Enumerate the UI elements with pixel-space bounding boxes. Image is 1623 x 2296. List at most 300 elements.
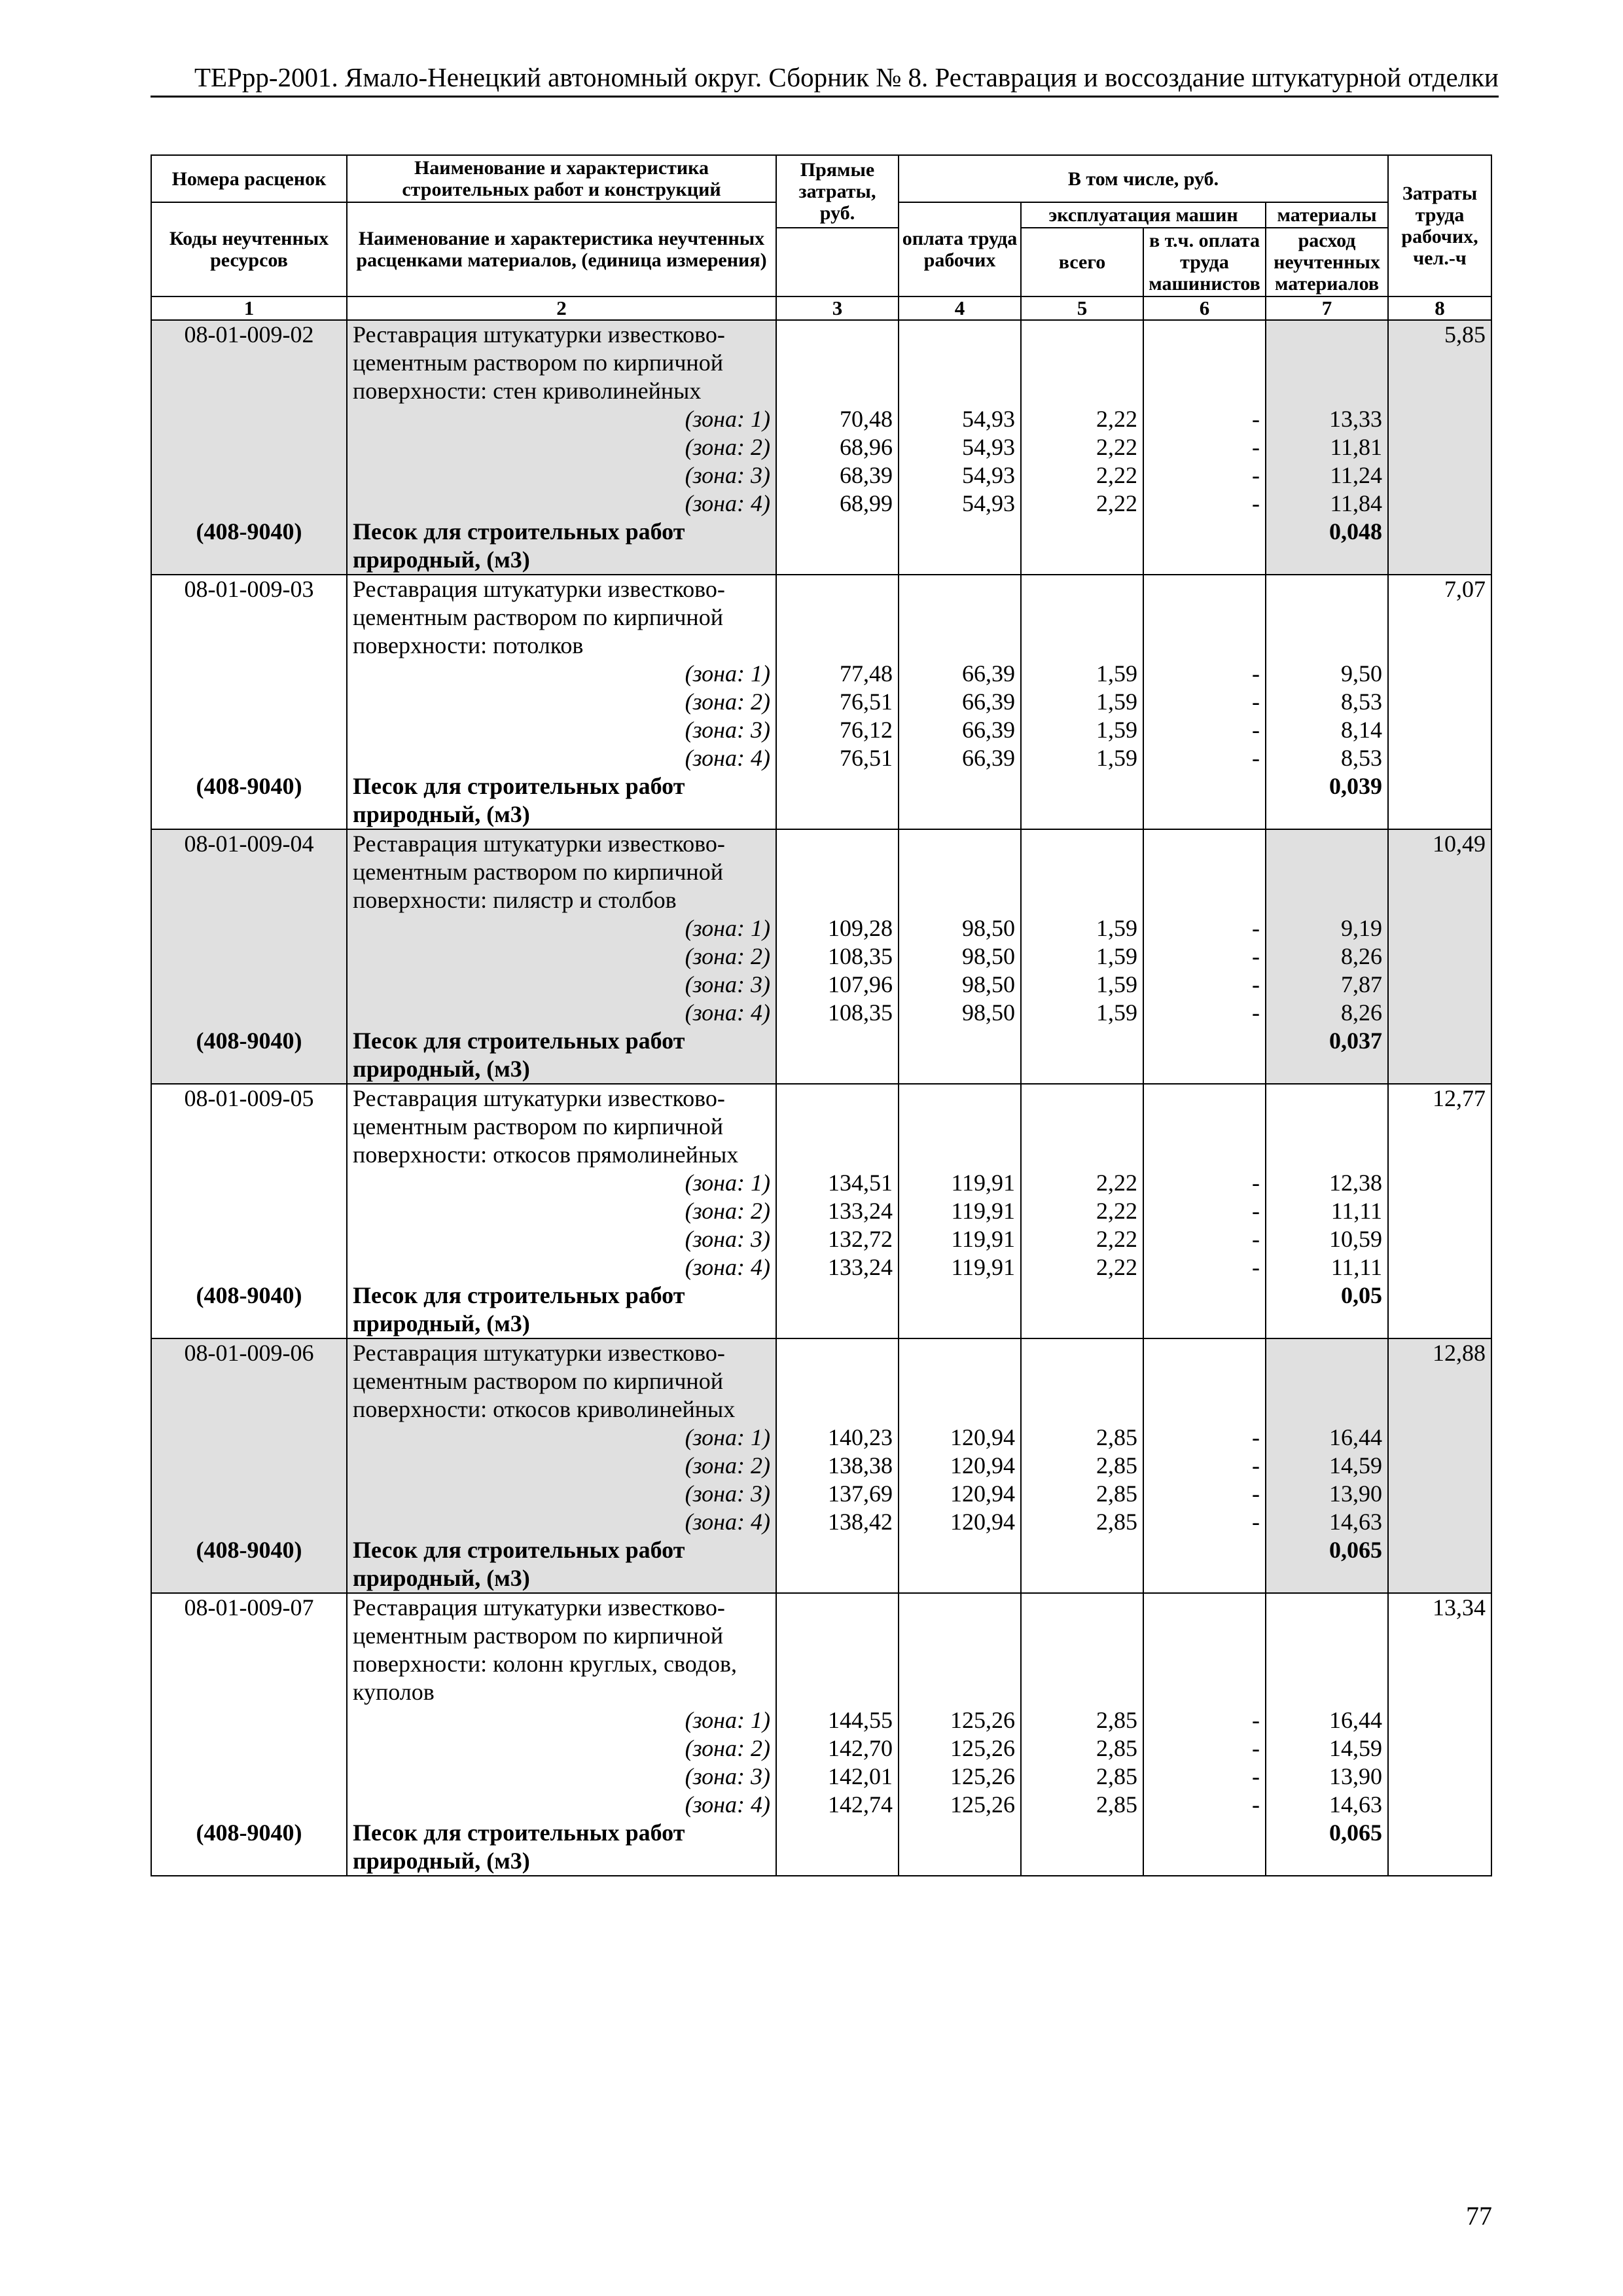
material-quantity: 0,065 xyxy=(1266,1536,1388,1593)
machinist-pay: - xyxy=(1143,433,1266,461)
machinist-pay: - xyxy=(1143,744,1266,772)
zone-label: (зона: 4) xyxy=(347,1253,776,1282)
direct-costs: 108,35 xyxy=(776,942,899,971)
machine-total: 2,22 xyxy=(1021,461,1143,490)
direct-costs: 76,51 xyxy=(776,688,899,716)
material-cost: 13,90 xyxy=(1266,1763,1388,1791)
material-row xyxy=(151,772,1491,829)
material-row xyxy=(151,1282,1491,1338)
empty-cell xyxy=(899,575,1021,660)
zone-row xyxy=(151,971,1491,999)
material-cost: 16,44 xyxy=(1266,1424,1388,1452)
rate-title-row xyxy=(151,1338,1491,1424)
zone-row xyxy=(151,1452,1491,1480)
column-number: 6 xyxy=(1143,296,1266,320)
rate-title-row xyxy=(151,320,1491,405)
zone-label: (зона: 3) xyxy=(347,461,776,490)
rate-table xyxy=(151,154,1492,1876)
empty-cell xyxy=(151,1734,347,1763)
machine-total: 1,59 xyxy=(1021,914,1143,942)
rate-description: Реставрация штукатурки известково-цементным раствором по кирпичной поверхности: колонн круглых, сводов, куполов xyxy=(347,1593,776,1706)
zone-row xyxy=(151,490,1491,518)
empty-cell xyxy=(1388,1452,1491,1480)
column-number: 1 xyxy=(151,296,347,320)
labor-costs: 7,07 xyxy=(1388,575,1491,660)
empty-cell xyxy=(151,405,347,433)
empty-cell xyxy=(151,1253,347,1282)
empty-cell xyxy=(1388,1791,1491,1819)
machine-total: 1,59 xyxy=(1021,999,1143,1027)
rate-code: 08-01-009-07 xyxy=(151,1593,347,1706)
empty-cell xyxy=(1388,1253,1491,1282)
direct-costs: 138,38 xyxy=(776,1452,899,1480)
material-cost: 14,59 xyxy=(1266,1734,1388,1763)
empty-cell xyxy=(1388,1508,1491,1536)
material-name: Песок для строительных работ природный, (м3) xyxy=(347,1819,776,1876)
zone-label: (зона: 4) xyxy=(347,999,776,1027)
labor-pay: 66,39 xyxy=(899,688,1021,716)
zone-label: (зона: 2) xyxy=(347,433,776,461)
machine-total: 1,59 xyxy=(1021,716,1143,744)
rate-description: Реставрация штукатурки известково-цементным раствором по кирпичной поверхности: стен криволинейных xyxy=(347,320,776,405)
zone-label: (зона: 1) xyxy=(347,1424,776,1452)
direct-costs: 144,55 xyxy=(776,1706,899,1734)
empty-cell xyxy=(1388,1282,1491,1338)
empty-cell xyxy=(776,1536,899,1593)
resource-code: (408-9040) xyxy=(151,1027,347,1084)
empty-cell xyxy=(1388,744,1491,772)
empty-cell xyxy=(776,1593,899,1706)
rate-body xyxy=(151,320,1491,1876)
direct-costs: 142,70 xyxy=(776,1734,899,1763)
direct-costs: 132,72 xyxy=(776,1225,899,1253)
zone-row xyxy=(151,405,1491,433)
column-numbers-row xyxy=(151,296,1491,320)
zone-label: (зона: 1) xyxy=(347,1169,776,1197)
material-row xyxy=(151,1819,1491,1876)
zone-row xyxy=(151,1763,1491,1791)
header-labor-costs: Затраты труда рабочих, чел.-ч xyxy=(1388,155,1491,296)
rate-code: 08-01-009-06 xyxy=(151,1338,347,1424)
empty-cell xyxy=(1388,914,1491,942)
direct-costs: 68,99 xyxy=(776,490,899,518)
column-number: 5 xyxy=(1021,296,1143,320)
machine-total: 2,85 xyxy=(1021,1480,1143,1508)
empty-cell xyxy=(151,1480,347,1508)
material-cost: 11,11 xyxy=(1266,1253,1388,1282)
zone-row xyxy=(151,1225,1491,1253)
machine-total: 2,85 xyxy=(1021,1763,1143,1791)
material-cost: 9,19 xyxy=(1266,914,1388,942)
labor-pay: 120,94 xyxy=(899,1508,1021,1536)
empty-cell xyxy=(151,914,347,942)
header-machinist-pay: в т.ч. оплата труда машинистов xyxy=(1143,228,1266,296)
machinist-pay: - xyxy=(1143,490,1266,518)
empty-cell xyxy=(776,1027,899,1084)
machinist-pay: - xyxy=(1143,971,1266,999)
zone-label: (зона: 3) xyxy=(347,1480,776,1508)
machinist-pay: - xyxy=(1143,999,1266,1027)
empty-cell xyxy=(151,433,347,461)
empty-cell xyxy=(1266,1593,1388,1706)
machinist-pay: - xyxy=(1143,1763,1266,1791)
header-resource-codes: Коды неучтенных ресурсов xyxy=(151,202,347,296)
empty-cell xyxy=(1021,1084,1143,1169)
column-number: 3 xyxy=(776,296,899,320)
material-cost: 8,53 xyxy=(1266,744,1388,772)
material-quantity: 0,048 xyxy=(1266,518,1388,575)
zone-label: (зона: 4) xyxy=(347,490,776,518)
machine-total: 1,59 xyxy=(1021,744,1143,772)
machine-total: 2,85 xyxy=(1021,1424,1143,1452)
zone-label: (зона: 2) xyxy=(347,942,776,971)
empty-cell xyxy=(776,772,899,829)
empty-cell xyxy=(776,1819,899,1876)
empty-cell xyxy=(1266,320,1388,405)
empty-cell xyxy=(899,829,1021,914)
material-cost: 8,53 xyxy=(1266,688,1388,716)
rate-title-row xyxy=(151,829,1491,914)
machine-total: 2,22 xyxy=(1021,433,1143,461)
material-cost: 16,44 xyxy=(1266,1706,1388,1734)
empty-cell xyxy=(151,1225,347,1253)
empty-cell xyxy=(1388,1819,1491,1876)
empty-cell xyxy=(899,1536,1021,1593)
material-cost: 14,63 xyxy=(1266,1508,1388,1536)
empty-cell xyxy=(1388,461,1491,490)
empty-cell xyxy=(1143,772,1266,829)
material-name: Песок для строительных работ природный, (м3) xyxy=(347,1536,776,1593)
empty-cell xyxy=(1388,942,1491,971)
empty-cell xyxy=(151,688,347,716)
zone-label: (зона: 4) xyxy=(347,744,776,772)
machinist-pay: - xyxy=(1143,1706,1266,1734)
empty-cell xyxy=(1388,1027,1491,1084)
zone-label: (зона: 3) xyxy=(347,1225,776,1253)
zone-row xyxy=(151,744,1491,772)
zone-label: (зона: 1) xyxy=(347,914,776,942)
material-cost: 12,38 xyxy=(1266,1169,1388,1197)
zone-row xyxy=(151,1508,1491,1536)
labor-pay: 120,94 xyxy=(899,1480,1021,1508)
labor-pay: 98,50 xyxy=(899,914,1021,942)
machine-total: 2,22 xyxy=(1021,1253,1143,1282)
empty-cell xyxy=(1388,688,1491,716)
empty-cell xyxy=(776,1282,899,1338)
empty-cell xyxy=(151,942,347,971)
resource-code: (408-9040) xyxy=(151,1282,347,1338)
direct-costs: 107,96 xyxy=(776,971,899,999)
material-cost: 8,26 xyxy=(1266,942,1388,971)
machinist-pay: - xyxy=(1143,1197,1266,1225)
direct-costs: 70,48 xyxy=(776,405,899,433)
page-number: 77 xyxy=(1466,2201,1492,2231)
machine-total: 2,22 xyxy=(1021,1169,1143,1197)
empty-cell xyxy=(899,1084,1021,1169)
rate-code: 08-01-009-05 xyxy=(151,1084,347,1169)
zone-row xyxy=(151,1169,1491,1197)
machine-total: 2,85 xyxy=(1021,1452,1143,1480)
empty-cell xyxy=(151,1169,347,1197)
empty-cell xyxy=(1388,1480,1491,1508)
empty-cell xyxy=(1021,1282,1143,1338)
direct-costs: 133,24 xyxy=(776,1197,899,1225)
header-material-consumption: расход неучтенных материалов xyxy=(1266,228,1388,296)
labor-pay: 120,94 xyxy=(899,1424,1021,1452)
labor-costs: 10,49 xyxy=(1388,829,1491,914)
labor-pay: 54,93 xyxy=(899,490,1021,518)
machine-total: 2,85 xyxy=(1021,1791,1143,1819)
zone-row xyxy=(151,1734,1491,1763)
empty-cell xyxy=(151,716,347,744)
zone-label: (зона: 2) xyxy=(347,1452,776,1480)
material-cost: 9,50 xyxy=(1266,660,1388,688)
machinist-pay: - xyxy=(1143,688,1266,716)
empty-cell xyxy=(1266,1338,1388,1424)
empty-cell xyxy=(1143,1593,1266,1706)
zone-row xyxy=(151,1791,1491,1819)
zone-label: (зона: 3) xyxy=(347,971,776,999)
empty-cell xyxy=(1021,1819,1143,1876)
machinist-pay: - xyxy=(1143,1508,1266,1536)
machinist-pay: - xyxy=(1143,716,1266,744)
direct-costs: 77,48 xyxy=(776,660,899,688)
machine-total: 1,59 xyxy=(1021,971,1143,999)
machine-total: 2,22 xyxy=(1021,490,1143,518)
rate-title-row xyxy=(151,1084,1491,1169)
rate-code: 08-01-009-03 xyxy=(151,575,347,660)
empty-cell xyxy=(1143,1282,1266,1338)
direct-costs: 138,42 xyxy=(776,1508,899,1536)
empty-cell xyxy=(1143,1536,1266,1593)
machine-total: 1,59 xyxy=(1021,688,1143,716)
empty-cell xyxy=(1143,575,1266,660)
labor-costs: 12,88 xyxy=(1388,1338,1491,1424)
zone-row xyxy=(151,660,1491,688)
zone-label: (зона: 1) xyxy=(347,1706,776,1734)
empty-cell xyxy=(1388,660,1491,688)
zone-row xyxy=(151,1706,1491,1734)
header-materials: материалы xyxy=(1266,202,1388,228)
empty-cell xyxy=(151,1763,347,1791)
empty-cell xyxy=(899,1027,1021,1084)
resource-code: (408-9040) xyxy=(151,772,347,829)
empty-cell xyxy=(1143,518,1266,575)
machinist-pay: - xyxy=(1143,1734,1266,1763)
empty-cell xyxy=(1143,1084,1266,1169)
labor-pay: 54,93 xyxy=(899,405,1021,433)
empty-cell xyxy=(1388,405,1491,433)
empty-cell xyxy=(776,1338,899,1424)
direct-costs: 108,35 xyxy=(776,999,899,1027)
rate-description: Реставрация штукатурки известково-цементным раствором по кирпичной поверхности: пилястр и столбов xyxy=(347,829,776,914)
labor-pay: 98,50 xyxy=(899,942,1021,971)
column-number: 4 xyxy=(899,296,1021,320)
zone-label: (зона: 4) xyxy=(347,1791,776,1819)
zone-label: (зона: 2) xyxy=(347,688,776,716)
empty-cell xyxy=(1143,1027,1266,1084)
material-name: Песок для строительных работ природный, (м3) xyxy=(347,1282,776,1338)
empty-cell xyxy=(776,829,899,914)
empty-cell xyxy=(899,1593,1021,1706)
empty-cell xyxy=(1388,518,1491,575)
direct-costs: 109,28 xyxy=(776,914,899,942)
empty-cell xyxy=(151,1706,347,1734)
labor-costs: 12,77 xyxy=(1388,1084,1491,1169)
labor-pay: 54,93 xyxy=(899,461,1021,490)
direct-costs: 142,01 xyxy=(776,1763,899,1791)
machinist-pay: - xyxy=(1143,405,1266,433)
machine-total: 1,59 xyxy=(1021,660,1143,688)
labor-pay: 98,50 xyxy=(899,971,1021,999)
material-cost: 10,59 xyxy=(1266,1225,1388,1253)
direct-costs: 140,23 xyxy=(776,1424,899,1452)
header-including: В том числе, руб. xyxy=(899,155,1388,202)
labor-pay: 66,39 xyxy=(899,660,1021,688)
empty-cell xyxy=(1388,433,1491,461)
empty-cell xyxy=(151,1508,347,1536)
empty-cell xyxy=(899,1338,1021,1424)
empty-cell xyxy=(151,1197,347,1225)
zone-row xyxy=(151,999,1491,1027)
empty-cell xyxy=(1143,1819,1266,1876)
empty-cell xyxy=(1388,772,1491,829)
zone-row xyxy=(151,1197,1491,1225)
machine-total: 1,59 xyxy=(1021,942,1143,971)
rate-description: Реставрация штукатурки известково-цементным раствором по кирпичной поверхности: откосов криволинейных xyxy=(347,1338,776,1424)
resource-code: (408-9040) xyxy=(151,1819,347,1876)
empty-cell xyxy=(1021,575,1143,660)
machinist-pay: - xyxy=(1143,914,1266,942)
material-cost: 8,26 xyxy=(1266,999,1388,1027)
empty-cell xyxy=(1021,829,1143,914)
zone-label: (зона: 2) xyxy=(347,1734,776,1763)
labor-costs: 5,85 xyxy=(1388,320,1491,405)
zone-label: (зона: 3) xyxy=(347,1763,776,1791)
material-quantity: 0,065 xyxy=(1266,1819,1388,1876)
machinist-pay: - xyxy=(1143,1791,1266,1819)
labor-pay: 125,26 xyxy=(899,1734,1021,1763)
machinist-pay: - xyxy=(1143,1452,1266,1480)
direct-costs: 68,96 xyxy=(776,433,899,461)
empty-cell xyxy=(899,1282,1021,1338)
empty-cell xyxy=(1021,1338,1143,1424)
labor-pay: 119,91 xyxy=(899,1253,1021,1282)
machine-total: 2,85 xyxy=(1021,1734,1143,1763)
empty-cell xyxy=(1388,1169,1491,1197)
zone-label: (зона: 4) xyxy=(347,1508,776,1536)
direct-costs: 134,51 xyxy=(776,1169,899,1197)
labor-pay: 125,26 xyxy=(899,1763,1021,1791)
material-cost: 14,59 xyxy=(1266,1452,1388,1480)
header-labor-pay: оплата труда рабочих xyxy=(899,202,1021,296)
empty-cell xyxy=(776,320,899,405)
empty-cell xyxy=(1021,518,1143,575)
rate-description: Реставрация штукатурки известково-цементным раствором по кирпичной поверхности: потолков xyxy=(347,575,776,660)
material-name: Песок для строительных работ природный, (м3) xyxy=(347,518,776,575)
header-machine-total: всего xyxy=(1021,228,1143,296)
direct-costs: 76,51 xyxy=(776,744,899,772)
empty-cell xyxy=(1021,1593,1143,1706)
empty-cell xyxy=(1388,1197,1491,1225)
rate-title-row xyxy=(151,1593,1491,1706)
zone-row xyxy=(151,1253,1491,1282)
labor-pay: 119,91 xyxy=(899,1169,1021,1197)
labor-pay: 98,50 xyxy=(899,999,1021,1027)
empty-cell xyxy=(776,575,899,660)
labor-costs: 13,34 xyxy=(1388,1593,1491,1706)
empty-cell xyxy=(1266,1084,1388,1169)
empty-cell xyxy=(1266,575,1388,660)
rate-title-row xyxy=(151,575,1491,660)
empty-cell xyxy=(776,518,899,575)
empty-cell xyxy=(1143,829,1266,914)
direct-costs: 137,69 xyxy=(776,1480,899,1508)
empty-cell xyxy=(1388,1225,1491,1253)
machinist-pay: - xyxy=(1143,1253,1266,1282)
machinist-pay: - xyxy=(1143,1225,1266,1253)
resource-code: (408-9040) xyxy=(151,518,347,575)
material-cost: 11,84 xyxy=(1266,490,1388,518)
material-name: Песок для строительных работ природный, (м3) xyxy=(347,1027,776,1084)
material-cost: 13,90 xyxy=(1266,1480,1388,1508)
empty-cell xyxy=(899,518,1021,575)
labor-pay: 125,26 xyxy=(899,1791,1021,1819)
machinist-pay: - xyxy=(1143,660,1266,688)
empty-cell xyxy=(1388,716,1491,744)
zone-row xyxy=(151,942,1491,971)
empty-cell xyxy=(899,320,1021,405)
empty-cell xyxy=(1021,772,1143,829)
empty-cell xyxy=(776,1084,899,1169)
header-material-name: Наименование и характеристика неучтенных расценками материалов, (единица измерения) xyxy=(347,202,776,296)
direct-costs: 76,12 xyxy=(776,716,899,744)
rate-description: Реставрация штукатурки известково-цементным раствором по кирпичной поверхности: откосов прямолинейных xyxy=(347,1084,776,1169)
machinist-pay: - xyxy=(1143,1424,1266,1452)
material-cost: 11,81 xyxy=(1266,433,1388,461)
zone-label: (зона: 3) xyxy=(347,716,776,744)
empty-cell xyxy=(1388,1536,1491,1593)
empty-cell xyxy=(151,1791,347,1819)
rate-code: 08-01-009-02 xyxy=(151,320,347,405)
direct-costs: 142,74 xyxy=(776,1791,899,1819)
empty-cell xyxy=(151,1424,347,1452)
zone-row xyxy=(151,688,1491,716)
zone-label: (зона: 1) xyxy=(347,660,776,688)
empty-cell xyxy=(1143,1338,1266,1424)
machine-total: 2,85 xyxy=(1021,1706,1143,1734)
labor-pay: 119,91 xyxy=(899,1197,1021,1225)
header-rate-number: Номера расценок xyxy=(151,155,347,202)
empty-cell xyxy=(151,971,347,999)
empty-cell xyxy=(151,490,347,518)
material-row xyxy=(151,1027,1491,1084)
empty-cell xyxy=(1021,1536,1143,1593)
machinist-pay: - xyxy=(1143,1169,1266,1197)
zone-row xyxy=(151,914,1491,942)
material-cost: 13,33 xyxy=(1266,405,1388,433)
labor-pay: 66,39 xyxy=(899,716,1021,744)
column-number: 2 xyxy=(347,296,776,320)
labor-pay: 120,94 xyxy=(899,1452,1021,1480)
material-cost: 8,14 xyxy=(1266,716,1388,744)
header-direct-costs: Прямые затраты, руб. xyxy=(776,155,899,228)
machinist-pay: - xyxy=(1143,461,1266,490)
material-row xyxy=(151,1536,1491,1593)
material-quantity: 0,05 xyxy=(1266,1282,1388,1338)
direct-costs: 68,39 xyxy=(776,461,899,490)
direct-costs: 133,24 xyxy=(776,1253,899,1282)
